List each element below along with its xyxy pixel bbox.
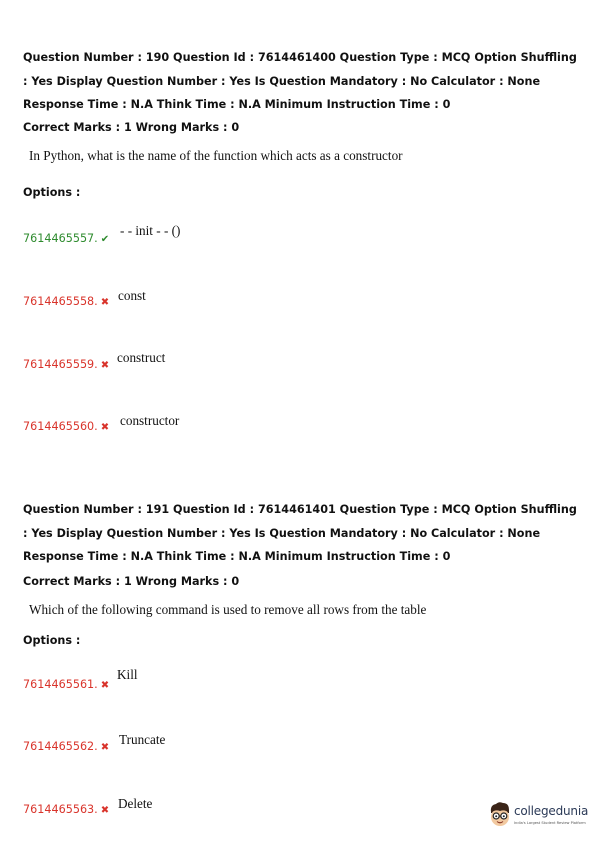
mascot-icon bbox=[487, 801, 513, 829]
option-id bbox=[23, 740, 109, 753]
question-meta: Question Number : 190 Question Id : 7614461400 Question Type : MCQ Option Shuffling : Yes Display Question Number : Yes Is Question Mandatory : No Calculator : None Response Time : N.A Think Time : N.A Minimum Instruction Time : 0 bbox=[23, 51, 577, 111]
cross-icon: ✖ bbox=[100, 680, 110, 691]
options-label: Options : bbox=[23, 634, 81, 647]
option-text: construct bbox=[117, 350, 166, 365]
cross-icon: ✖ bbox=[100, 297, 110, 308]
options-label: Options : bbox=[23, 186, 81, 199]
logo-tagline: India's Largest Student Review Platform bbox=[514, 821, 586, 825]
option-id bbox=[23, 232, 109, 245]
question-marks: Correct Marks : 1 Wrong Marks : 0 bbox=[23, 575, 240, 588]
option-text: Kill bbox=[117, 667, 138, 682]
option-id-text: 7614465560. bbox=[23, 420, 98, 433]
option-id bbox=[23, 420, 109, 433]
question-text: Which of the following command is used to remove all rows from the table bbox=[29, 602, 427, 617]
option-id bbox=[23, 803, 109, 816]
cross-icon: ✖ bbox=[100, 805, 110, 816]
cross-icon: ✖ bbox=[100, 742, 110, 753]
option-id bbox=[23, 358, 109, 371]
option-id-text: 7614465561. bbox=[23, 678, 98, 691]
option-id-text: 7614465557. bbox=[23, 232, 98, 245]
question-text: In Python, what is the name of the function which acts as a constructor bbox=[29, 148, 403, 163]
logo-name: collegedunia bbox=[514, 804, 589, 818]
option-id bbox=[23, 295, 109, 308]
question-marks: Correct Marks : 1 Wrong Marks : 0 bbox=[23, 121, 240, 134]
option-id-text: 7614465558. bbox=[23, 295, 98, 308]
question-meta: Question Number : 191 Question Id : 7614461401 Question Type : MCQ Option Shuffling : Yes Display Question Number : Yes Is Question Mandatory : No Calculator : None Response Time : N.A Think Time : N.A Minimum Instruction Time : 0 bbox=[23, 503, 577, 563]
option-text: - - init - - () bbox=[120, 223, 181, 238]
collegedunia-logo bbox=[487, 799, 591, 833]
check-icon: ✔ bbox=[100, 234, 110, 245]
option-id-text: 7614465562. bbox=[23, 740, 98, 753]
option-id-text: 7614465563. bbox=[23, 803, 98, 816]
option-text: constructor bbox=[120, 413, 180, 428]
cross-icon: ✖ bbox=[100, 360, 110, 371]
option-text: Delete bbox=[118, 796, 153, 811]
option-id-text: 7614465559. bbox=[23, 358, 98, 371]
option-id bbox=[23, 678, 109, 691]
option-text: Truncate bbox=[119, 732, 166, 747]
cross-icon: ✖ bbox=[100, 422, 110, 433]
option-text: const bbox=[118, 288, 146, 303]
